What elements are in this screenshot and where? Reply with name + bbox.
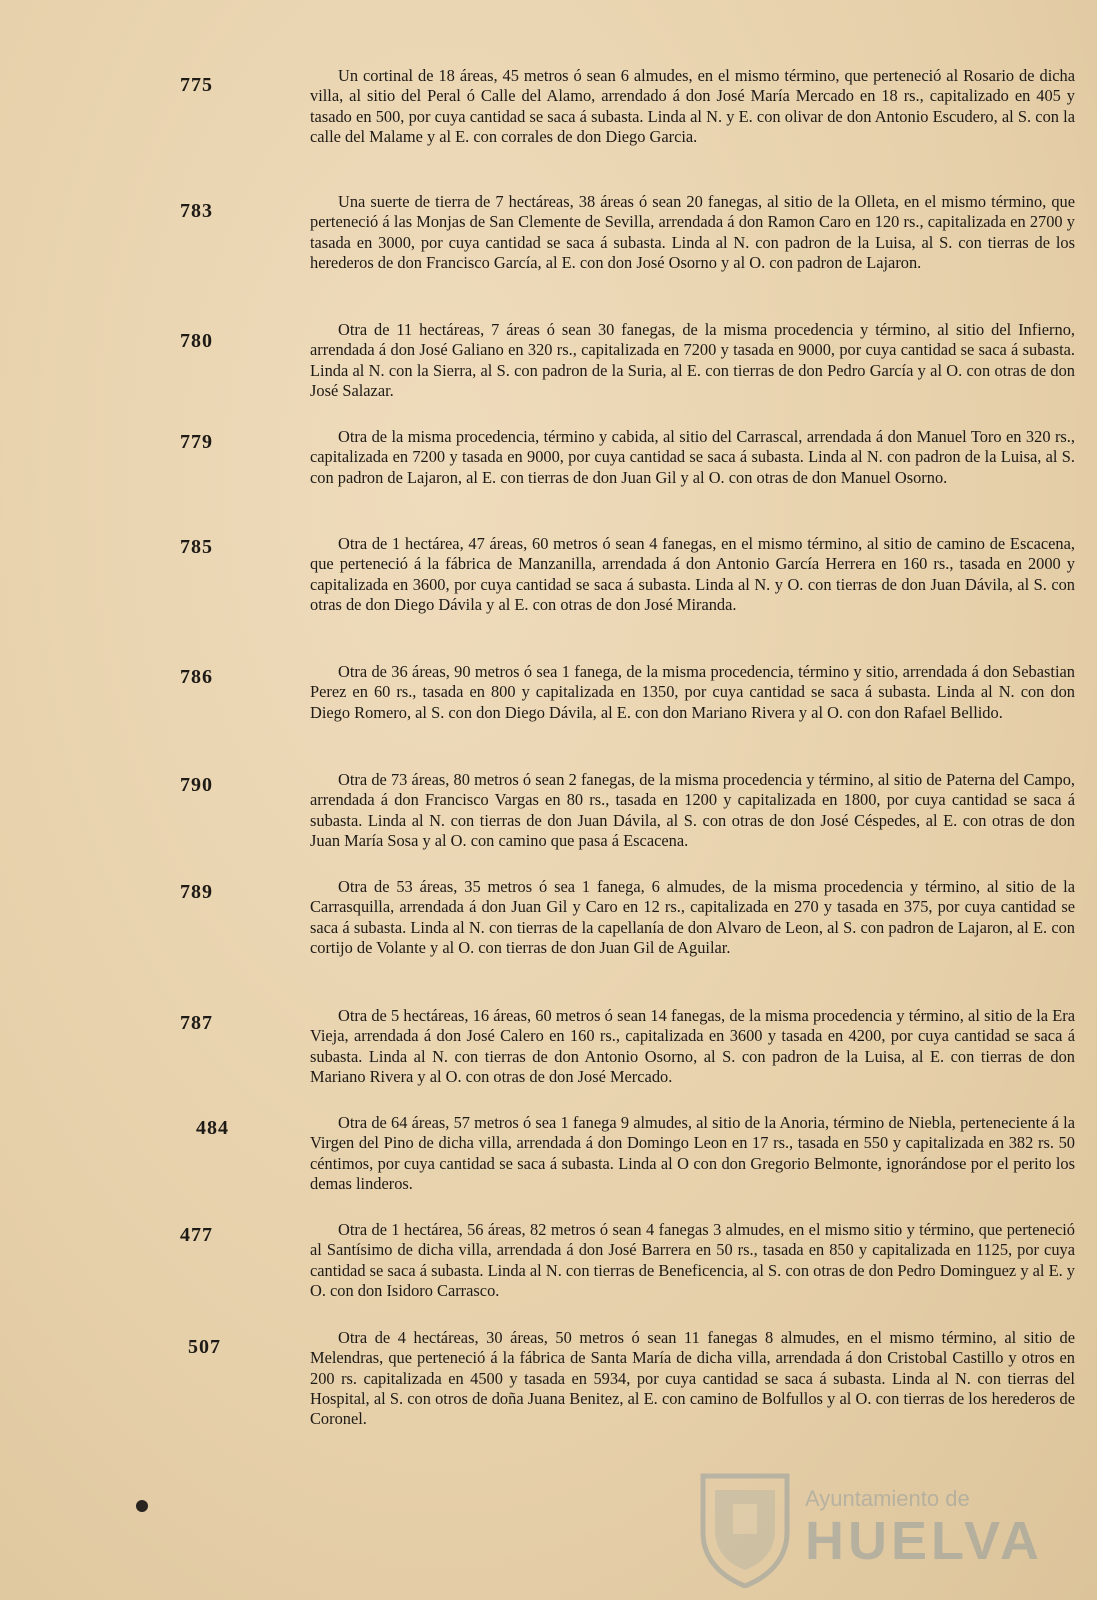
entry-text: Otra de 36 áreas, 90 metros ó sea 1 fanega, de la misma procedencia, término y sitio, arrendada á don Sebastian Perez en 60 rs., tasada en 800 y capitalizada en 1350, por cuya cantidad se saca á subasta. Linda al N. con don Diego Romero, al S. con don Diego Dávila, al E. con don Mariano Rivera y al O. con don Rafael Bellido. [310, 662, 1075, 722]
entry-text: Otra de 64 áreas, 57 metros ó sea 1 fanega 9 almudes, al sitio de la Anoria, término de Niebla, perteneciente á la Virgen del Pino de dicha villa, arrendada á don Domingo Leon en 17 rs., tasada en 550 y capitalizada en 382 rs. 50 céntimos, por cuya cantidad se saca á subasta. Linda al O con don Gregorio Belmonte, ignorándose por el perito los demas linderos. [310, 1113, 1075, 1193]
lot-number: 786 [180, 666, 213, 688]
ink-dot [136, 1500, 148, 1512]
watermark-big-text: HUELVA [805, 1511, 1043, 1571]
lot-number: 780 [180, 330, 213, 352]
watermark [695, 1470, 1065, 1590]
shield-icon [695, 1470, 795, 1588]
lot-number: 787 [180, 1012, 213, 1034]
lot-number: 775 [180, 74, 213, 96]
entry-text: Una suerte de tierra de 7 hectáreas, 38 áreas ó sean 20 fanegas, al sitio de la Olleta, en el mismo término, que perteneció á las Monjas de San Clemente de Sevilla, arrendada á don Ramon Caro en 120 rs., capitalizada en 2700 y tasada en 3000, por cuya cantidad se saca á subasta. Linda al N. con padron de la Luisa, al S. con tierras de los herederos de don Francisco García, al E. con don José Osorno y al O. con padron de Lajaron. [310, 192, 1075, 272]
entry-text: Otra de 5 hectáreas, 16 áreas, 60 metros ó sean 14 fanegas, de la misma procedencia y término, al sitio de la Era Vieja, arrendada á don José Calero en 160 rs., capitalizada en 3600 y tasada en 4200, por cuya cantidad se saca á subasta. Linda al N. con tierras de don Antonio Osorno, al S. con padron de la Luisa, al E. con tierras de don Mariano Rivera y al O. con otras de don José Mercado. [310, 1006, 1075, 1086]
entry-text: Otra de 53 áreas, 35 metros ó sea 1 fanega, 6 almudes, de la misma procedencia y término, al sitio de la Carrasquilla, arrendada á don Juan Gil y Caro en 12 rs., capitalizada en 270 y tasada en 375, por cuya cantidad se saca á subasta. Linda al N. con tierras de la capellanía de don Alvaro de Leon, al S. con padron de Lajaron, al E. con cortijo de Volante y al O. con tierras de don Juan Gil de Aguilar. [310, 877, 1075, 957]
lot-number: 477 [180, 1224, 213, 1246]
lot-number: 484 [196, 1117, 229, 1139]
lot-number: 779 [180, 431, 213, 453]
lot-number: 790 [180, 774, 213, 796]
lot-number: 789 [180, 881, 213, 903]
entry-text: Otra de 73 áreas, 80 metros ó sean 2 fanegas, de la misma procedencia y término, al sitio de Paterna del Campo, arrendada á don Francisco Vargas en 80 rs., tasada en 1200 y capitalizada en 1800, por cuya cantidad se saca á subasta. Linda al N. con tierras de don Juan Dávila, al S. con otras de don José Céspedes, al E. con otras de don Juan María Sosa y al O. con camino que pasa á Escacena. [310, 770, 1075, 850]
watermark-top-text: Ayuntamiento de [805, 1486, 970, 1511]
lot-number: 507 [188, 1336, 221, 1358]
entry-text: Otra de 4 hectáreas, 30 áreas, 50 metros ó sean 11 fanegas 8 almudes, en el mismo término, al sitio de Melendras, que perteneció á la fábrica de Santa María de dicha villa, arrendada á don Cristobal Castillo y otros en 200 rs. capitalizada en 4500 y tasada en 5934, por cuya cantidad se saca á subasta. Linda al N. con tierras del Hospital, al S. con otros de doña Juana Benitez, al E. con camino de Bolfullos y al O. con tierras de los herederos de Coronel. [310, 1328, 1075, 1429]
entry-text: Otra de 11 hectáreas, 7 áreas ó sean 30 fanegas, de la misma procedencia y término, al sitio del Infierno, arrendada á don José Galiano en 320 rs., capitalizada en 7200 y tasada en 9000, por cuya cantidad se saca á subasta. Linda al N. con la Sierra, al S. con padron de la Suria, al E. con tierras de don Pedro García y al O. con otras de don José Salazar. [310, 320, 1075, 400]
entry-text: Un cortinal de 18 áreas, 45 metros ó sean 6 almudes, en el mismo término, que perteneció al Rosario de dicha villa, al sitio del Peral ó Calle del Alamo, arrendado á don José María Mercado en 18 rs., capitalizado en 405 y tasado en 500, por cuya cantidad se saca á subasta. Linda al N. y E. con olivar de don Antonio Escudero, al S. con la calle del Malame y al E. con corrales de don Diego Garcia. [310, 66, 1075, 146]
entry-text: Otra de la misma procedencia, término y cabida, al sitio del Carrascal, arrendada á don Manuel Toro en 320 rs., capitalizada en 7200 y tasada en 9000, por cuya cantidad se saca á subasta. Linda al N. con padron de la Luisa, al S. con padron de Lajaron, al E. con tierras de don Juan Gil y al O. con otras de don Manuel Osorno. [310, 427, 1075, 487]
entry-text: Otra de 1 hectárea, 47 áreas, 60 metros ó sean 4 fanegas, en el mismo término, al sitio de camino de Escacena, que perteneció á la fábrica de Manzanilla, arrendada á don Antonio García Herrera en 160 rs., tasada en 2000 y capitalizada en 3600, por cuya cantidad se saca á subasta. Linda al N. y O. con tierras de don Juan Dávila, al S. con otras de don Diego Dávila y al E. con otras de don José Miranda. [310, 534, 1075, 614]
lot-number: 785 [180, 536, 213, 558]
entry-text: Otra de 1 hectárea, 56 áreas, 82 metros ó sean 4 fanegas 3 almudes, en el mismo sitio y término, que perteneció al Santísimo de dicha villa, arrendada á don José Barrera en 50 rs., tasada en 850 y capitalizada en 1125, por cuya cantidad se saca á subasta. Linda al N. con tierras de Beneficencia, al S. con otras de don Pedro Dominguez y al E. y O. con don Isidoro Carrasco. [310, 1220, 1075, 1300]
lot-number: 783 [180, 200, 213, 222]
